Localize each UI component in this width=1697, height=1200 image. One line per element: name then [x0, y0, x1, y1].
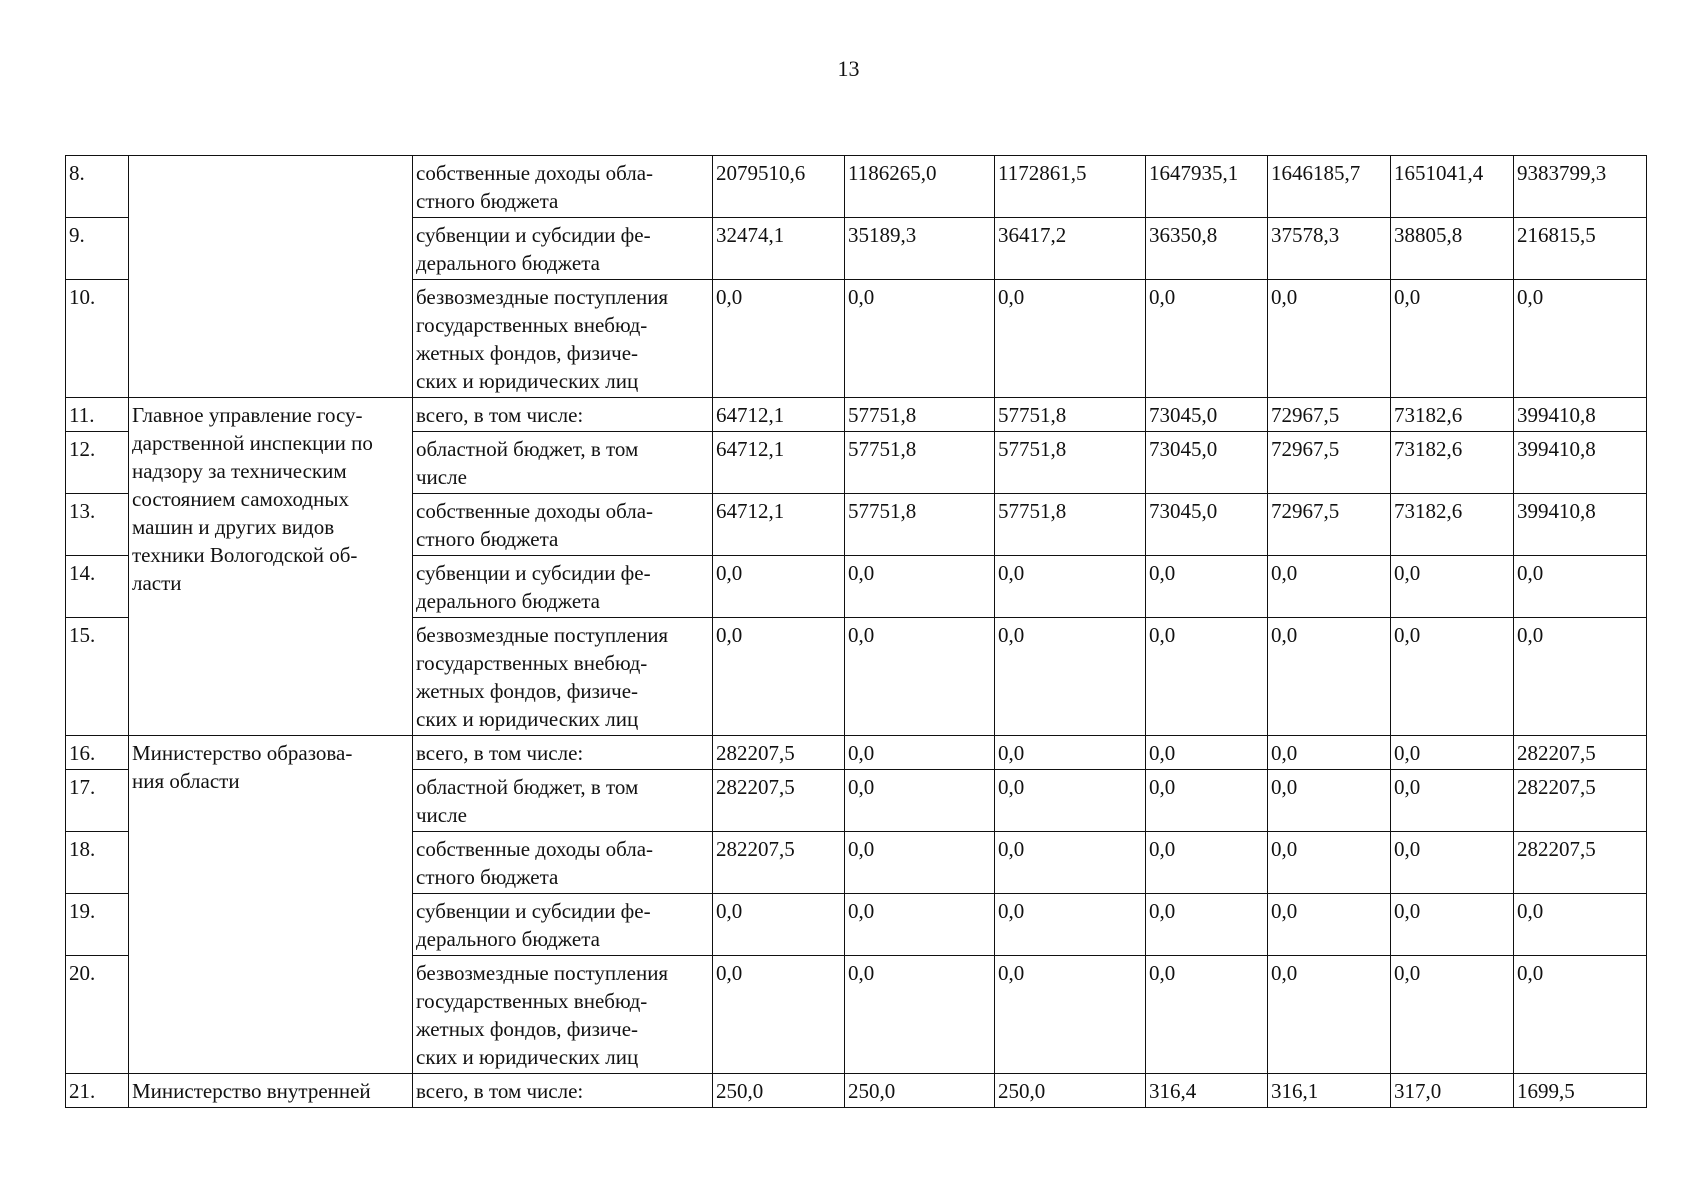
value-cell: 0,0 — [713, 956, 845, 1074]
value-cell: 57751,8 — [845, 432, 995, 494]
row-number: 10. — [66, 280, 129, 398]
value-cell: 73182,6 — [1391, 398, 1514, 432]
organization-cell — [129, 156, 413, 398]
value-cell: 0,0 — [1514, 956, 1647, 1074]
value-cell: 1699,5 — [1514, 1074, 1647, 1108]
value-cell: 0,0 — [1391, 556, 1514, 618]
value-cell: 0,0 — [845, 736, 995, 770]
value-cell: 282207,5 — [713, 832, 845, 894]
value-cell: 0,0 — [845, 956, 995, 1074]
value-cell: 57751,8 — [995, 494, 1146, 556]
organization-cell: Главное управление госу- дарственной инспекции по надзору за техническим состоянием самоходных машин и других видов техники Вологодской об- ласти — [129, 398, 413, 736]
row-number: 11. — [66, 398, 129, 432]
value-cell: 0,0 — [845, 618, 995, 736]
row-number: 20. — [66, 956, 129, 1074]
value-cell: 73045,0 — [1146, 494, 1268, 556]
value-cell: 0,0 — [1146, 736, 1268, 770]
value-cell: 399410,8 — [1514, 432, 1647, 494]
funding-source-cell: собственные доходы обла- стного бюджета — [413, 156, 713, 218]
row-number: 8. — [66, 156, 129, 218]
value-cell: 0,0 — [1268, 770, 1391, 832]
funding-source-cell: безвозмездные поступления государственных внебюд- жетных фондов, физиче- ских и юридических лиц — [413, 618, 713, 736]
funding-source-cell: всего, в том числе: — [413, 736, 713, 770]
value-cell: 399410,8 — [1514, 494, 1647, 556]
budget-table — [65, 155, 1647, 1108]
funding-source-cell: всего, в том числе: — [413, 1074, 713, 1108]
value-cell: 317,0 — [1391, 1074, 1514, 1108]
value-cell: 36417,2 — [995, 218, 1146, 280]
value-cell: 73045,0 — [1146, 432, 1268, 494]
value-cell: 0,0 — [1268, 556, 1391, 618]
value-cell: 0,0 — [713, 280, 845, 398]
value-cell: 0,0 — [1146, 770, 1268, 832]
value-cell: 0,0 — [995, 956, 1146, 1074]
value-cell: 64712,1 — [713, 432, 845, 494]
value-cell: 0,0 — [1268, 832, 1391, 894]
row-number: 18. — [66, 832, 129, 894]
value-cell: 0,0 — [845, 770, 995, 832]
value-cell: 0,0 — [713, 618, 845, 736]
value-cell: 73182,6 — [1391, 494, 1514, 556]
table-row — [66, 398, 1647, 432]
funding-source-cell: всего, в том числе: — [413, 398, 713, 432]
value-cell: 32474,1 — [713, 218, 845, 280]
value-cell: 0,0 — [1391, 894, 1514, 956]
value-cell: 0,0 — [1391, 280, 1514, 398]
row-number: 13. — [66, 494, 129, 556]
value-cell: 73045,0 — [1146, 398, 1268, 432]
value-cell: 0,0 — [995, 280, 1146, 398]
row-number: 15. — [66, 618, 129, 736]
value-cell: 282207,5 — [1514, 832, 1647, 894]
value-cell: 64712,1 — [713, 398, 845, 432]
row-number: 12. — [66, 432, 129, 494]
value-cell: 0,0 — [1146, 618, 1268, 736]
value-cell: 57751,8 — [845, 494, 995, 556]
row-number: 16. — [66, 736, 129, 770]
value-cell: 0,0 — [1146, 280, 1268, 398]
value-cell: 0,0 — [995, 736, 1146, 770]
value-cell: 0,0 — [1268, 894, 1391, 956]
value-cell: 0,0 — [845, 894, 995, 956]
value-cell: 57751,8 — [995, 432, 1146, 494]
value-cell: 35189,3 — [845, 218, 995, 280]
value-cell: 0,0 — [995, 618, 1146, 736]
value-cell: 0,0 — [995, 556, 1146, 618]
value-cell: 0,0 — [845, 556, 995, 618]
value-cell: 0,0 — [1391, 618, 1514, 736]
organization-cell: Министерство образова- ния области — [129, 736, 413, 1074]
table-row — [66, 736, 1647, 770]
row-number: 17. — [66, 770, 129, 832]
value-cell: 2079510,6 — [713, 156, 845, 218]
value-cell: 250,0 — [713, 1074, 845, 1108]
value-cell: 9383799,3 — [1514, 156, 1647, 218]
value-cell: 0,0 — [1146, 894, 1268, 956]
table-row — [66, 1074, 1647, 1108]
row-number: 14. — [66, 556, 129, 618]
row-number: 19. — [66, 894, 129, 956]
value-cell: 57751,8 — [995, 398, 1146, 432]
value-cell: 0,0 — [995, 832, 1146, 894]
funding-source-cell: субвенции и субсидии фе- дерального бюджета — [413, 894, 713, 956]
value-cell: 73182,6 — [1391, 432, 1514, 494]
value-cell: 0,0 — [1514, 894, 1647, 956]
value-cell: 0,0 — [1268, 956, 1391, 1074]
value-cell: 316,4 — [1146, 1074, 1268, 1108]
value-cell: 0,0 — [1514, 280, 1647, 398]
value-cell: 1647935,1 — [1146, 156, 1268, 218]
value-cell: 250,0 — [995, 1074, 1146, 1108]
value-cell: 399410,8 — [1514, 398, 1647, 432]
value-cell: 282207,5 — [1514, 770, 1647, 832]
value-cell: 1646185,7 — [1268, 156, 1391, 218]
value-cell: 216815,5 — [1514, 218, 1647, 280]
value-cell: 1172861,5 — [995, 156, 1146, 218]
value-cell: 0,0 — [1268, 280, 1391, 398]
funding-source-cell: областной бюджет, в том числе — [413, 432, 713, 494]
value-cell: 0,0 — [1146, 832, 1268, 894]
value-cell: 72967,5 — [1268, 398, 1391, 432]
value-cell: 0,0 — [1391, 736, 1514, 770]
value-cell: 0,0 — [995, 770, 1146, 832]
table-row — [66, 156, 1647, 218]
value-cell: 0,0 — [1391, 770, 1514, 832]
funding-source-cell: субвенции и субсидии фе- дерального бюджета — [413, 218, 713, 280]
value-cell: 0,0 — [1268, 618, 1391, 736]
value-cell: 72967,5 — [1268, 494, 1391, 556]
funding-source-cell: безвозмездные поступления государственных внебюд- жетных фондов, физиче- ских и юридических лиц — [413, 956, 713, 1074]
value-cell: 0,0 — [995, 894, 1146, 956]
value-cell: 57751,8 — [845, 398, 995, 432]
value-cell: 0,0 — [1391, 832, 1514, 894]
value-cell: 0,0 — [1268, 736, 1391, 770]
value-cell: 1651041,4 — [1391, 156, 1514, 218]
value-cell: 282207,5 — [713, 736, 845, 770]
value-cell: 0,0 — [1146, 956, 1268, 1074]
funding-source-cell: субвенции и субсидии фе- дерального бюджета — [413, 556, 713, 618]
row-number: 21. — [66, 1074, 129, 1108]
value-cell: 0,0 — [713, 894, 845, 956]
value-cell: 282207,5 — [713, 770, 845, 832]
value-cell: 37578,3 — [1268, 218, 1391, 280]
value-cell: 0,0 — [1514, 556, 1647, 618]
value-cell: 72967,5 — [1268, 432, 1391, 494]
organization-cell: Министерство внутренней — [129, 1074, 413, 1108]
funding-source-cell: собственные доходы обла- стного бюджета — [413, 494, 713, 556]
funding-source-cell: безвозмездные поступления государственных внебюд- жетных фондов, физиче- ских и юридических лиц — [413, 280, 713, 398]
value-cell: 0,0 — [1391, 956, 1514, 1074]
value-cell: 316,1 — [1268, 1074, 1391, 1108]
page-number: 13 — [837, 56, 860, 81]
value-cell: 250,0 — [845, 1074, 995, 1108]
value-cell: 0,0 — [1514, 618, 1647, 736]
table-body — [66, 156, 1647, 1108]
value-cell: 0,0 — [845, 832, 995, 894]
row-number: 9. — [66, 218, 129, 280]
value-cell: 38805,8 — [1391, 218, 1514, 280]
value-cell: 36350,8 — [1146, 218, 1268, 280]
value-cell: 1186265,0 — [845, 156, 995, 218]
funding-source-cell: областной бюджет, в том числе — [413, 770, 713, 832]
value-cell: 64712,1 — [713, 494, 845, 556]
value-cell: 282207,5 — [1514, 736, 1647, 770]
value-cell: 0,0 — [713, 556, 845, 618]
value-cell: 0,0 — [1146, 556, 1268, 618]
value-cell: 0,0 — [845, 280, 995, 398]
funding-source-cell: собственные доходы обла- стного бюджета — [413, 832, 713, 894]
